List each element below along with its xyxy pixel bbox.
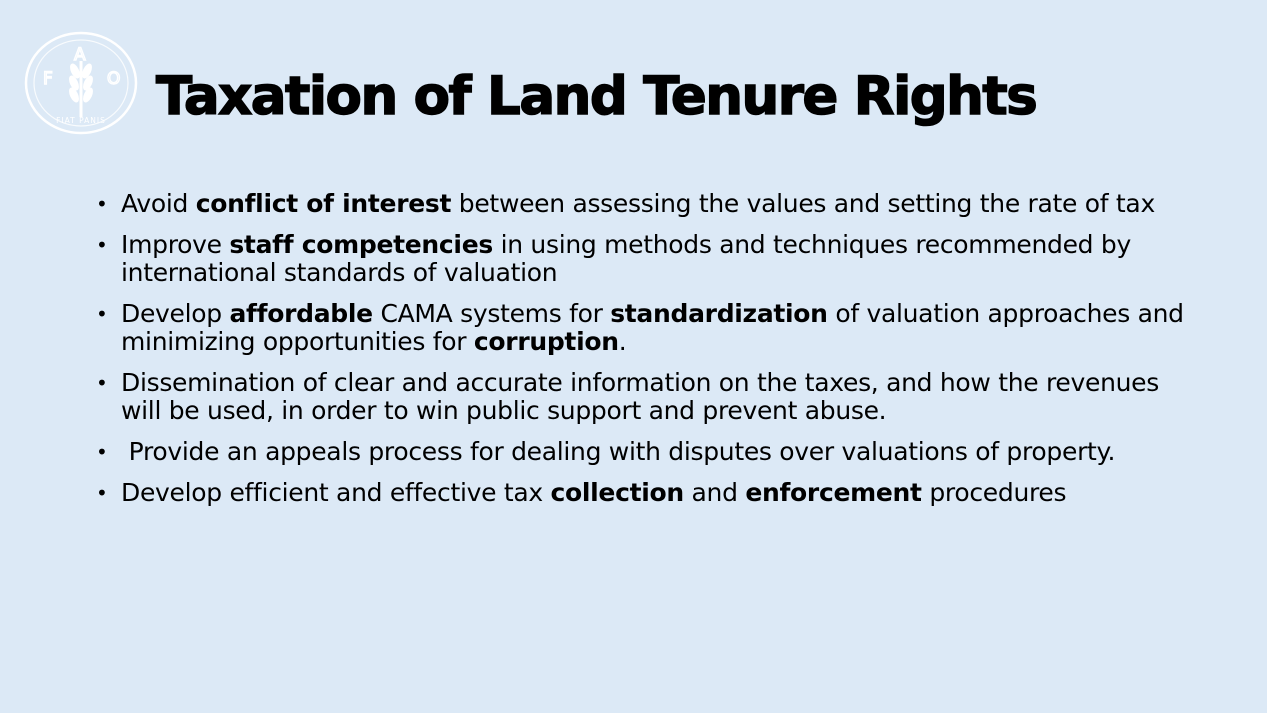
fao-logo-icon xyxy=(24,31,138,135)
bullet-text: . xyxy=(618,327,627,356)
bullet-dot-icon: • xyxy=(96,233,108,257)
bullet-text: Avoid xyxy=(121,189,196,218)
bullet-text: CAMA systems for xyxy=(372,299,611,328)
bullet-dot-icon: • xyxy=(96,481,108,505)
logo-letter-o: O xyxy=(107,69,121,89)
bullet-dot-icon: • xyxy=(96,440,108,464)
bullet-dot-icon: • xyxy=(96,302,108,326)
bullet-item xyxy=(94,190,1184,218)
bullet-emphasis: corruption xyxy=(473,327,619,356)
bullet-item xyxy=(94,231,1184,287)
bullet-list xyxy=(94,189,1192,520)
bullet-emphasis: standardization xyxy=(610,299,828,328)
logo-letter-f: F xyxy=(43,69,53,89)
bullet-emphasis: enforcement xyxy=(745,478,922,507)
bullet-text: Dissemination of clear and accurate information on the taxes, and how the revenues will be used, in order to win public support and prevent abuse. xyxy=(121,368,1167,425)
bullet-item xyxy=(94,438,1184,466)
bullet-text: procedures xyxy=(921,478,1067,507)
bullet-emphasis: affordable xyxy=(229,299,373,328)
bullet-text: Develop xyxy=(121,299,230,328)
bullet-text: Improve xyxy=(121,230,230,259)
bullet-text: of valuation approaches and minimizing opportunities for xyxy=(121,299,1192,356)
logo-letter-a: A xyxy=(74,45,86,65)
bullet-emphasis: staff competencies xyxy=(229,230,493,259)
bullet-text: in using methods and techniques recommended by international standards of valuation xyxy=(121,230,1139,287)
bullet-emphasis: conflict of interest xyxy=(195,189,452,218)
logo-motto: FIAT PANIS xyxy=(56,116,106,125)
bullet-text: Develop efficient and effective tax xyxy=(121,478,551,507)
bullet-item xyxy=(94,369,1184,425)
bullet-text: between assessing the values and setting the rate of tax xyxy=(451,189,1155,218)
bullet-dot-icon: • xyxy=(96,192,108,216)
bullet-dot-icon: • xyxy=(96,371,108,395)
slide-title: Taxation of Land Tenure Rights xyxy=(156,66,1037,127)
bullet-text: Provide an appeals process for dealing with disputes over valuations of property. xyxy=(121,437,1116,466)
bullet-item xyxy=(94,479,1184,507)
bullet-emphasis: collection xyxy=(550,478,684,507)
bullet-item xyxy=(94,299,1192,356)
bullet-text: and xyxy=(683,478,746,507)
